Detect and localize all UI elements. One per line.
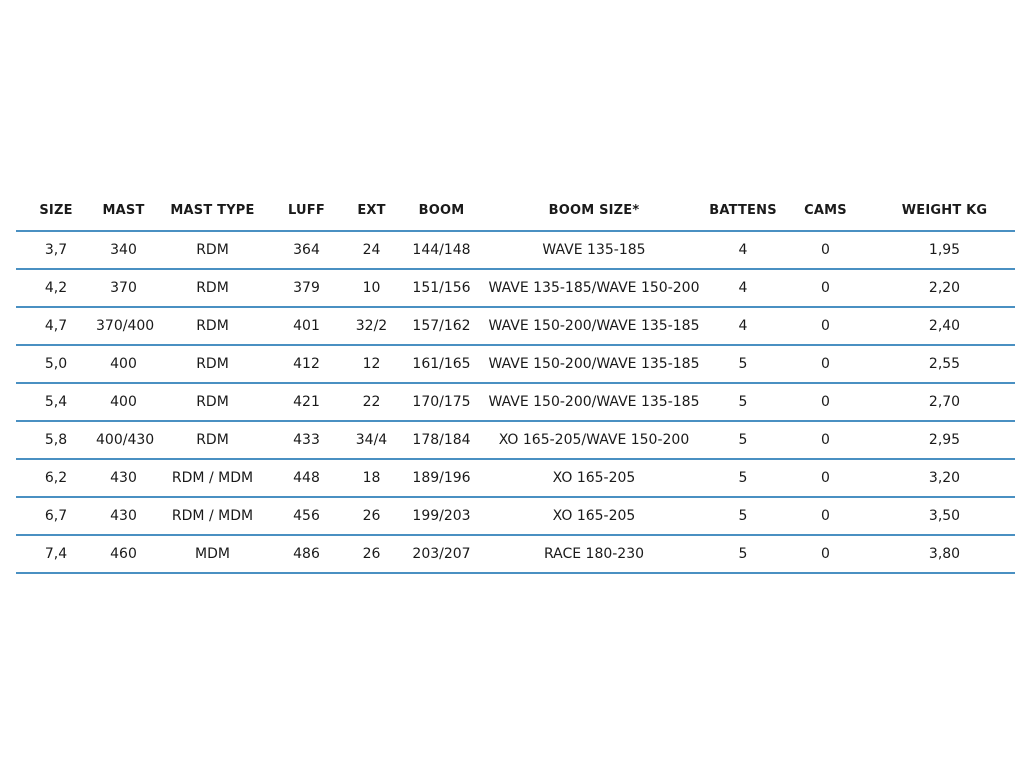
cell-weight: 2,95 (874, 421, 1015, 459)
cell-boom-size: XO 165-205/WAVE 150-200 (479, 421, 709, 459)
cell-ext: 26 (339, 535, 404, 573)
cell-mast-type: RDM (151, 269, 274, 307)
cell-boom: 161/165 (404, 345, 479, 383)
cell-battens: 5 (709, 497, 777, 535)
header-boom: BOOM (404, 190, 479, 231)
header-battens: BATTENS (709, 190, 777, 231)
cell-cams: 0 (777, 383, 874, 421)
cell-cams: 0 (777, 459, 874, 497)
cell-size: 6,2 (16, 459, 96, 497)
table-row (16, 421, 1015, 459)
cell-battens: 4 (709, 231, 777, 269)
cell-mast: 430 (96, 459, 151, 497)
header-mast-type: MAST TYPE (151, 190, 274, 231)
cell-boom: 151/156 (404, 269, 479, 307)
cell-cams: 0 (777, 307, 874, 345)
table-row (16, 459, 1015, 497)
cell-size: 5,4 (16, 383, 96, 421)
cell-boom-size: WAVE 150-200/WAVE 135-185 (479, 307, 709, 345)
cell-battens: 5 (709, 459, 777, 497)
cell-luff: 456 (274, 497, 339, 535)
cell-boom: 199/203 (404, 497, 479, 535)
cell-weight: 3,20 (874, 459, 1015, 497)
cell-weight: 2,20 (874, 269, 1015, 307)
cell-luff: 421 (274, 383, 339, 421)
cell-battens: 5 (709, 421, 777, 459)
cell-mast: 400/430 (96, 421, 151, 459)
cell-weight: 2,55 (874, 345, 1015, 383)
cell-size: 4,2 (16, 269, 96, 307)
cell-size: 4,7 (16, 307, 96, 345)
cell-ext: 34/4 (339, 421, 404, 459)
cell-boom-size: WAVE 150-200/WAVE 135-185 (479, 345, 709, 383)
cell-weight: 3,50 (874, 497, 1015, 535)
cell-boom: 144/148 (404, 231, 479, 269)
cell-ext: 10 (339, 269, 404, 307)
table-row (16, 535, 1015, 573)
cell-ext: 24 (339, 231, 404, 269)
cell-mast-type: RDM (151, 383, 274, 421)
table-body (16, 231, 1015, 573)
cell-size: 7,4 (16, 535, 96, 573)
cell-mast: 430 (96, 497, 151, 535)
cell-mast: 460 (96, 535, 151, 573)
header-ext: EXT (339, 190, 404, 231)
cell-battens: 4 (709, 307, 777, 345)
table-row (16, 231, 1015, 269)
table-row (16, 497, 1015, 535)
table-row (16, 345, 1015, 383)
header-weight: WEIGHT KG (874, 190, 1015, 231)
table-row (16, 307, 1015, 345)
cell-mast: 340 (96, 231, 151, 269)
cell-luff: 486 (274, 535, 339, 573)
cell-boom-size: WAVE 150-200/WAVE 135-185 (479, 383, 709, 421)
cell-luff: 412 (274, 345, 339, 383)
cell-boom: 189/196 (404, 459, 479, 497)
cell-battens: 5 (709, 345, 777, 383)
cell-cams: 0 (777, 421, 874, 459)
cell-ext: 32/2 (339, 307, 404, 345)
cell-mast: 370 (96, 269, 151, 307)
sail-spec-table (16, 190, 1015, 574)
cell-cams: 0 (777, 269, 874, 307)
header-row (16, 190, 1015, 231)
cell-ext: 18 (339, 459, 404, 497)
header-size: SIZE (16, 190, 96, 231)
cell-ext: 22 (339, 383, 404, 421)
cell-weight: 2,40 (874, 307, 1015, 345)
cell-mast-type: RDM (151, 345, 274, 383)
cell-weight: 3,80 (874, 535, 1015, 573)
cell-size: 5,8 (16, 421, 96, 459)
cell-luff: 448 (274, 459, 339, 497)
cell-cams: 0 (777, 345, 874, 383)
cell-mast-type: RDM / MDM (151, 459, 274, 497)
cell-battens: 5 (709, 535, 777, 573)
cell-mast: 370/400 (96, 307, 151, 345)
cell-battens: 5 (709, 383, 777, 421)
cell-ext: 26 (339, 497, 404, 535)
cell-cams: 0 (777, 231, 874, 269)
cell-boom-size: WAVE 135-185/WAVE 150-200 (479, 269, 709, 307)
cell-battens: 4 (709, 269, 777, 307)
cell-luff: 364 (274, 231, 339, 269)
cell-boom: 157/162 (404, 307, 479, 345)
cell-mast-type: MDM (151, 535, 274, 573)
cell-mast-type: RDM / MDM (151, 497, 274, 535)
header-boom-size: BOOM SIZE* (479, 190, 709, 231)
cell-boom-size: XO 165-205 (479, 497, 709, 535)
cell-mast-type: RDM (151, 307, 274, 345)
cell-weight: 2,70 (874, 383, 1015, 421)
cell-size: 5,0 (16, 345, 96, 383)
cell-ext: 12 (339, 345, 404, 383)
cell-boom: 170/175 (404, 383, 479, 421)
cell-cams: 0 (777, 535, 874, 573)
cell-mast: 400 (96, 383, 151, 421)
cell-luff: 379 (274, 269, 339, 307)
header-luff: LUFF (274, 190, 339, 231)
table-row (16, 383, 1015, 421)
cell-mast-type: RDM (151, 421, 274, 459)
cell-boom-size: WAVE 135-185 (479, 231, 709, 269)
cell-boom: 203/207 (404, 535, 479, 573)
cell-weight: 1,95 (874, 231, 1015, 269)
cell-luff: 401 (274, 307, 339, 345)
cell-boom: 178/184 (404, 421, 479, 459)
cell-cams: 0 (777, 497, 874, 535)
cell-boom-size: XO 165-205 (479, 459, 709, 497)
header-mast: MAST (96, 190, 151, 231)
header-cams: CAMS (777, 190, 874, 231)
cell-size: 6,7 (16, 497, 96, 535)
cell-mast: 400 (96, 345, 151, 383)
cell-boom-size: RACE 180-230 (479, 535, 709, 573)
table-row (16, 269, 1015, 307)
cell-mast-type: RDM (151, 231, 274, 269)
cell-luff: 433 (274, 421, 339, 459)
cell-size: 3,7 (16, 231, 96, 269)
